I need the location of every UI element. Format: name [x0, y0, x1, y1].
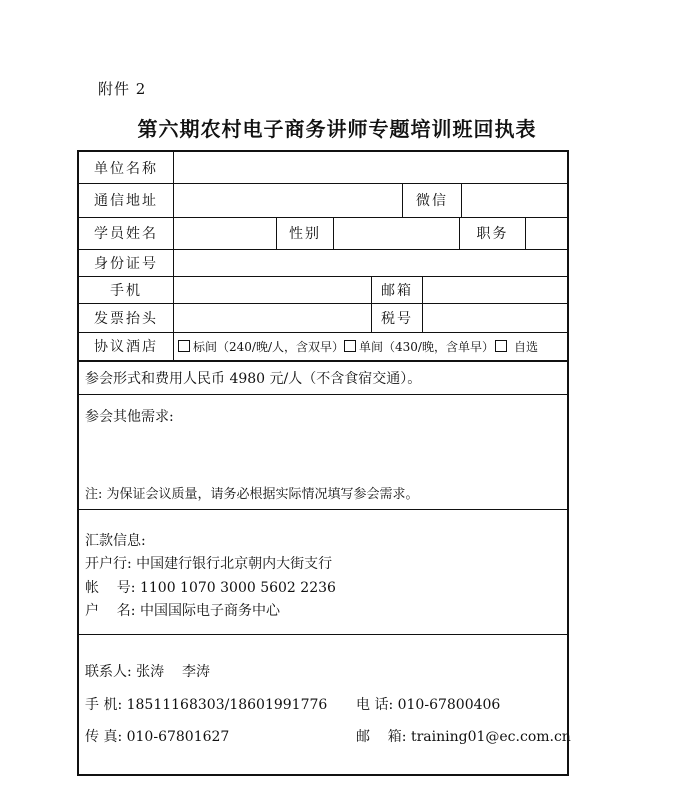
unit-name-label: 单位名称: [94, 160, 158, 177]
page-title: 第六期农村电子商务讲师专题培训班回执表: [137, 117, 537, 141]
student-name-label: 学员姓名: [94, 226, 158, 242]
receipt-form: [77, 150, 569, 776]
address-label: 通信地址: [94, 193, 158, 209]
contact-info: [79, 636, 571, 774]
phone-field[interactable]: [174, 276, 371, 303]
contact-mobile: 手 机: 18511168303/18601991776: [85, 697, 328, 713]
phone-label: 手机: [110, 282, 142, 299]
tax-field[interactable]: [423, 303, 567, 332]
invoice-field[interactable]: [174, 303, 371, 332]
address-field[interactable]: [174, 183, 402, 217]
payment-name: 户 名: 中国国际电子商务中心: [85, 603, 280, 619]
other-requirements-label: 参会其他需求:: [85, 409, 174, 425]
contact-email: 邮 箱: training01@ec.com.cn: [356, 729, 571, 745]
student-name-field[interactable]: [174, 217, 276, 249]
payment-title: 汇款信息:: [85, 533, 146, 549]
row-unit-name: [79, 152, 567, 184]
hotel-label: 协议酒店: [94, 339, 158, 355]
self-select-label: 自选: [513, 339, 538, 354]
row-student: [79, 217, 567, 250]
gender-field[interactable]: [334, 217, 459, 249]
position-label: 职务: [476, 226, 509, 242]
email-field[interactable]: [423, 276, 567, 303]
row-invoice: [79, 303, 567, 333]
fee-text: 参会形式和费用人民币 4980 元/人（不含食宿交通）。: [85, 371, 422, 387]
invoice-label: 发票抬头: [94, 310, 158, 327]
unit-name-field[interactable]: [174, 152, 567, 183]
tax-label: 税号: [381, 310, 413, 327]
contact-people: 联系人: 张涛 李涛: [85, 664, 210, 680]
row-hotel: [79, 332, 567, 362]
other-requirements[interactable]: [79, 395, 567, 510]
payment-bank: 开户行: 中国建行银行北京朝内大街支行: [85, 556, 333, 572]
standard-room-checkbox[interactable]: [178, 340, 190, 352]
row-fee: [79, 362, 567, 395]
position-field[interactable]: [526, 217, 567, 249]
single-room-checkbox[interactable]: [344, 340, 356, 352]
wechat-label: 微信: [416, 193, 448, 209]
wechat-field[interactable]: [462, 183, 567, 217]
row-phone: [79, 276, 567, 304]
other-requirements-note: 注: 为保证会议质量，请务必根据实际情况填写参会需求。: [85, 487, 419, 502]
single-room-label: 单间（430/晚，含单早）: [359, 339, 494, 354]
gender-label: 性别: [289, 226, 321, 242]
row-id: [79, 249, 567, 277]
hotel-options: [178, 332, 567, 360]
payment-account: 帐 号: 1100 1070 3000 5602 2236: [85, 580, 336, 596]
id-field[interactable]: [174, 249, 567, 276]
row-address: [79, 183, 567, 218]
standard-room-label: 标间（240/晚/人，含双早）: [193, 339, 344, 354]
payment-info: [79, 511, 567, 635]
contact-fax: 传 真: 010-67801627: [85, 729, 230, 745]
id-label: 身份证号: [94, 255, 158, 272]
attachment-label: 附件 2: [98, 80, 147, 98]
email-label: 邮箱: [381, 282, 413, 299]
self-select-checkbox[interactable]: [495, 340, 507, 352]
contact-phone: 电 话: 010-67800406: [356, 697, 501, 713]
